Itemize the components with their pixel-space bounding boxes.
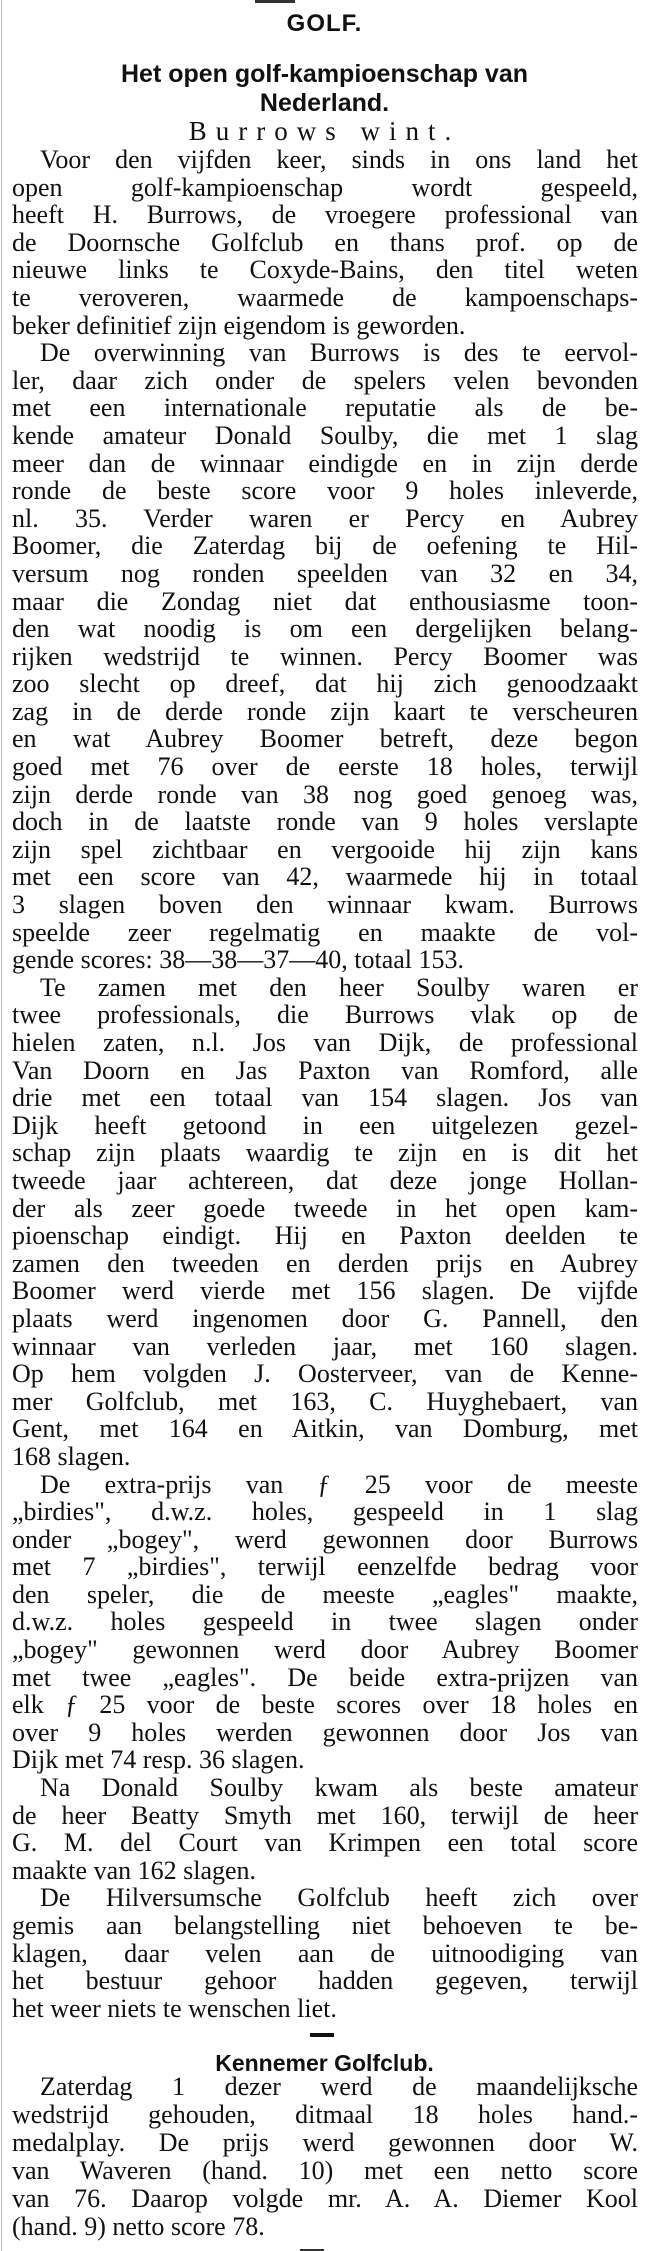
text-line: De overwinning van Burrows is des te eervol- [40,338,638,368]
text-line: maar die Zondag niet dat enthousiasme toon- [12,586,638,616]
text-line: zag in de derde ronde zijn kaart te verscheuren [12,696,638,726]
text-line: drie met een totaal van 154 slagen. Jos van [12,1083,638,1113]
text-line: den wat noodig is om een dergelijken belang- [12,614,638,644]
text-line: Voor den vijfden keer, sinds in ons land het [40,145,638,174]
text-line: elk ƒ 25 voor de beste scores over 18 holes en [12,1690,638,1720]
article-subtitle: Burrows wint. [188,116,461,146]
left-column-rule [1,0,2,2251]
text-line: twee professionals, die Burrows vlak op de [12,1000,638,1030]
text-line: mer Golfclub, met 163, C. Huyghebaert, van [12,1386,638,1416]
article-body [12,146,638,2022]
text-line: van Waveren (hand. 10) met een netto score [12,2156,638,2185]
text-line: 168 slagen. [12,1441,131,1471]
text-line: met een internationale reputatie als de be- [12,393,638,423]
text-line: gende scores: 38—38—37—40, totaal 153. [12,945,465,975]
text-line: hielen zaten, n.l. Jos van Dijk, de professional [12,1028,638,1057]
kennemer-body [12,2073,638,2241]
text-line: gemis aan belangstelling niet behoeven te be- [12,1911,638,1940]
text-line: Na Donald Soulby kwam als beste amateur [40,1773,638,1803]
text-line: heeft H. Burrows, de vroegere professional van [12,200,638,230]
text-line: „birdies", d.w.z. holes, gespeeld in 1 slag [12,1497,638,1527]
text-line: schap zijn plaats waardig te zijn en is dit het [12,1138,638,1168]
text-line: plaats werd ingenomen door G. Pannell, den [12,1303,638,1333]
text-line: Dijk heeft getoond in een uitgelezen gezel- [12,1110,638,1140]
top-separator [255,0,295,3]
section-separator-dash [310,2033,334,2037]
text-line: rijken wedstrijd te winnen. Percy Boomer was [12,641,638,671]
text-line: goed met 76 over de eerste 18 holes, terwijl [12,752,638,782]
text-line: d.w.z. holes gespeeld in twee slagen onder [12,1607,638,1637]
text-line: De extra-prijs van ƒ 25 voor de meeste [40,1469,638,1499]
text-line: nl. 35. Verder waren er Percy en Aubrey [12,503,638,533]
text-line: zoo slecht op dreef, dat hij zich genoodzaakt [12,669,638,699]
text-line: wedstrijd gehouden, ditmaal 18 holes hand.- [12,2100,638,2129]
text-line: G. M. del Court van Krimpen een total score [12,1828,638,1858]
text-line: met twee „eagles". De beide extra-prijzen van [12,1662,638,1692]
text-line: met een score van 42, waarmede hij in totaal [12,862,638,892]
text-line: De Hilversumsche Golfclub heeft zich over [40,1883,638,1913]
text-line: Gent, met 164 en Aitkin, van Domburg, met [12,1414,638,1444]
kennemer-heading: Kennemer Golfclub. [215,2050,434,2076]
text-line: Zaterdag 1 dezer werd de maandelijksche [40,2072,638,2101]
text-line: beker definitief zijn eigendom is geworden. [12,310,466,340]
text-line: der als zeer goede tweede in het open kam- [12,1193,638,1223]
text-line: de Doornsche Golfclub en thans prof. op de [12,227,638,257]
text-line: 3 slagen boven den winnaar kwam. Burrows [12,890,638,920]
article-title-line-1: Het open golf-kampioenschap van [120,60,528,88]
text-line: maakte van 162 slagen. [12,1855,257,1885]
text-line: van 76. Daarop volgde mr. A. A. Diemer Kool [12,2184,638,2213]
text-line: zijn derde ronde van 38 nog goed genoeg was, [12,779,638,809]
text-line: doch in de laatste ronde van 9 holes verslapte [12,807,638,837]
text-line: het bestuur gehoor hadden gegeven, terwijl [12,1966,638,1996]
text-line: Te zamen met den heer Soulby waren er [40,972,638,1002]
text-line: Op hem volgden J. Oosterveer, van de Kenne- [12,1359,638,1389]
text-line: (hand. 9) netto score 78. [12,2212,265,2241]
text-line: over 9 holes werden gewonnen door Jos van [12,1717,638,1747]
text-line: met 7 „birdies", terwijl eenzelfde bedrag voor [12,1552,638,1582]
text-line: te veroveren, waarmede de kampoenschaps- [12,282,638,312]
section-heading: GOLF. [286,10,363,37]
text-line: meer dan de winnaar eindigde en in zijn derde [12,448,638,478]
text-line: kende amateur Donald Soulby, die met 1 slag [12,420,638,450]
text-line: den speler, die de meeste „eagles" maakte, [12,1579,638,1609]
text-line: Boomer, die Zaterdag bij de oefening te Hil- [12,531,638,561]
text-line: onder „bogey", werd gewonnen door Burrows [12,1524,638,1554]
text-line: medalplay. De prijs werd gewonnen door W. [12,2128,638,2157]
text-line: Van Doorn en Jas Paxton van Romford, alle [12,1055,638,1085]
text-line: versum nog ronden speelden van 32 en 34, [12,558,638,588]
text-line: speelde zeer regelmatig en maakte de vol- [12,917,638,947]
text-line: zijn spel zichtbaar en vergooide hij zijn kans [12,834,638,864]
text-line: ronde de beste score voor 9 holes inleverde, [12,476,638,506]
text-line: nieuwe links te Coxyde-Bains, den titel weten [12,255,638,285]
text-line: winnaar van verleden jaar, met 160 slagen. [12,1331,638,1361]
text-line: tweede jaar achtereen, dat deze jonge Hollan- [12,1165,638,1195]
text-line: en wat Aubrey Boomer betreft, deze begon [12,724,638,754]
text-line: open golf-kampioenschap wordt gespeeld, [12,172,638,202]
text-line: zamen den tweeden en derden prijs en Aubrey [12,1248,638,1278]
text-line: „bogey" gewonnen werd door Aubrey Boomer [12,1635,638,1665]
text-line: het weer niets te wenschen liet. [12,1993,337,2023]
text-line: Boomer werd vierde met 156 slagen. De vijfde [12,1276,638,1306]
text-line: ler, daar zich onder de spelers velen bevonden [12,365,638,395]
text-line: klagen, daar velen aan de uitnoodiging van [12,1938,638,1968]
text-line: pioenschap eindigt. Hij en Paxton deelden te [12,1221,638,1251]
article-title-line-2: Nederland. [259,89,390,117]
text-line: Dijk met 74 resp. 36 slagen. [12,1745,305,1775]
text-line: de heer Beatty Smyth met 160, terwijl de heer [12,1800,638,1830]
